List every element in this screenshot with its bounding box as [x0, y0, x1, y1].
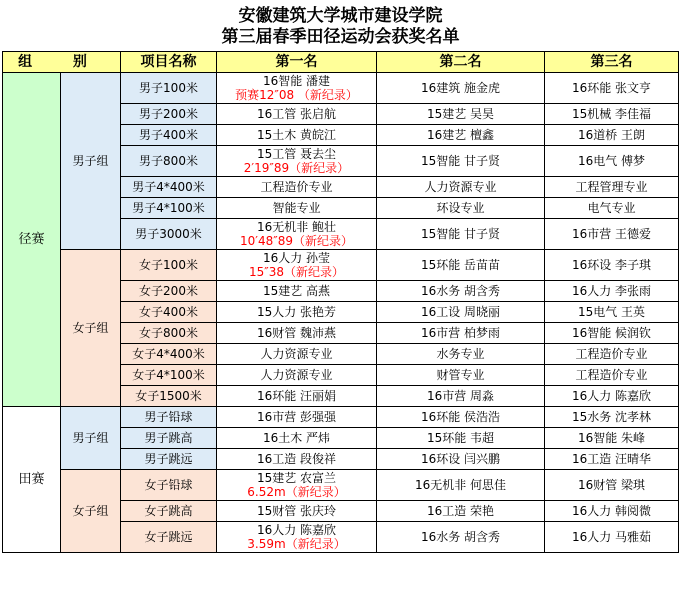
- second-place-cell: 16环能 侯浩浩: [377, 407, 545, 428]
- first-place-cell: 15财管 张庆玲: [217, 501, 377, 522]
- first-place-cell: [217, 250, 377, 281]
- second-place-cell: 16无机非 何思佳: [377, 470, 545, 501]
- header-first: 第一名: [217, 52, 377, 73]
- category-track: 径赛: [3, 73, 61, 407]
- first-place-cell: 15建艺 高燕: [217, 281, 377, 302]
- second-place-cell: 15智能 甘子贤: [377, 146, 545, 177]
- group-track-men: 男子组: [61, 73, 121, 250]
- record-note: 预赛12″08 （新纪录）: [235, 88, 358, 102]
- third-place-cell: 16市营 王德爱: [545, 219, 679, 250]
- event-cell: 女子跳远: [121, 522, 217, 553]
- third-place-cell: 16环能 张文亨: [545, 73, 679, 104]
- first-place-cell: 16财管 魏沛燕: [217, 323, 377, 344]
- second-place-cell: 人力资源专业: [377, 177, 545, 198]
- third-place-cell: 工程造价专业: [545, 344, 679, 365]
- third-place-cell: 电气专业: [545, 198, 679, 219]
- header-event: 项目名称: [121, 52, 217, 73]
- second-place-cell: 16市营 周淼: [377, 386, 545, 407]
- event-cell: 女子800米: [121, 323, 217, 344]
- group-field-men: 男子组: [61, 407, 121, 470]
- third-place-cell: 16人力 陈嘉欣: [545, 386, 679, 407]
- event-cell: 男子4*100米: [121, 198, 217, 219]
- first-place-cell: 15土木 黄皖江: [217, 125, 377, 146]
- first-place-cell: 工程造价专业: [217, 177, 377, 198]
- event-cell: 女子铅球: [121, 470, 217, 501]
- event-cell: 女子4*100米: [121, 365, 217, 386]
- record-note: 2′19″89（新纪录）: [243, 161, 350, 175]
- second-place-cell: 15环能 岳苗苗: [377, 250, 545, 281]
- first-place-cell: [217, 219, 377, 250]
- third-place-cell: 16人力 韩阅微: [545, 501, 679, 522]
- event-cell: 男子800米: [121, 146, 217, 177]
- first-place-cell: 16环能 汪丽娟: [217, 386, 377, 407]
- winner-name: 15工管 聂去尘: [256, 147, 337, 161]
- winner-name: 16智能 潘建: [262, 74, 331, 88]
- event-cell: 男子铅球: [121, 407, 217, 428]
- record-note: 6.52m（新纪录）: [247, 485, 346, 499]
- third-place-cell: 16工造 汪晴华: [545, 449, 679, 470]
- first-place-cell: [217, 73, 377, 104]
- first-place-cell: 智能专业: [217, 198, 377, 219]
- first-place-cell: 16土木 严炜: [217, 428, 377, 449]
- first-place-cell: 人力资源专业: [217, 365, 377, 386]
- third-place-cell: 15机械 李佳福: [545, 104, 679, 125]
- third-place-cell: 15水务 沈孝林: [545, 407, 679, 428]
- event-cell: 女子跳高: [121, 501, 217, 522]
- category-field: 田赛: [3, 407, 61, 553]
- record-note: 3.59m（新纪录）: [247, 537, 346, 551]
- first-place-cell: 15人力 张艳芳: [217, 302, 377, 323]
- second-place-cell: 15建艺 吴昊: [377, 104, 545, 125]
- second-place-cell: 16工设 周晓丽: [377, 302, 545, 323]
- third-place-cell: 16人力 李张雨: [545, 281, 679, 302]
- second-place-cell: 财管专业: [377, 365, 545, 386]
- title-line-1: 安徽建筑大学城市建设学院: [238, 6, 443, 26]
- event-cell: 男子100米: [121, 73, 217, 104]
- second-place-cell: 16建筑 施金虎: [377, 73, 545, 104]
- winner-name: 15建艺 农富兰: [256, 471, 337, 485]
- second-place-cell: 16水务 胡含秀: [377, 281, 545, 302]
- winner-name: 16人力 陈嘉欣: [256, 523, 337, 537]
- third-place-cell: 15电气 王英: [545, 302, 679, 323]
- event-cell: 女子100米: [121, 250, 217, 281]
- first-place-cell: [217, 146, 377, 177]
- table-row: [3, 250, 679, 281]
- second-place-cell: 15环能 韦超: [377, 428, 545, 449]
- third-place-cell: 16智能 朱峰: [545, 428, 679, 449]
- event-cell: 男子跳高: [121, 428, 217, 449]
- third-place-cell: 16环设 李子琪: [545, 250, 679, 281]
- group-track-women: 女子组: [61, 250, 121, 407]
- third-place-cell: 工程造价专业: [545, 365, 679, 386]
- third-place-cell: 16财管 梁琪: [545, 470, 679, 501]
- second-place-cell: 16建艺 檀鑫: [377, 125, 545, 146]
- first-place-cell: [217, 470, 377, 501]
- event-cell: 男子200米: [121, 104, 217, 125]
- second-place-cell: 15智能 甘子贤: [377, 219, 545, 250]
- header-row: [3, 52, 679, 73]
- second-place-cell: 16市营 柏梦雨: [377, 323, 545, 344]
- event-cell: 男子4*400米: [121, 177, 217, 198]
- group-field-women: 女子组: [61, 470, 121, 553]
- third-place-cell: 16人力 马雅茹: [545, 522, 679, 553]
- header-group: 组 别: [3, 52, 121, 73]
- event-cell: 男子400米: [121, 125, 217, 146]
- event-cell: 女子1500米: [121, 386, 217, 407]
- second-place-cell: 环设专业: [377, 198, 545, 219]
- winner-name: 16人力 孙莹: [262, 251, 331, 265]
- page-title: [0, 6, 681, 48]
- results-table: [2, 51, 679, 553]
- table-row: [3, 407, 679, 428]
- first-place-cell: 16工管 张启航: [217, 104, 377, 125]
- record-note: 15″38（新纪录）: [248, 265, 345, 279]
- event-cell: 男子3000米: [121, 219, 217, 250]
- header-second: 第二名: [377, 52, 545, 73]
- header-third: 第三名: [545, 52, 679, 73]
- second-place-cell: 16环设 闫兴鹏: [377, 449, 545, 470]
- second-place-cell: 16工造 荣艳: [377, 501, 545, 522]
- event-cell: 女子200米: [121, 281, 217, 302]
- third-place-cell: 16智能 候润钦: [545, 323, 679, 344]
- record-note: 10′48″89（新纪录）: [239, 234, 354, 248]
- first-place-cell: 16工造 段俊祥: [217, 449, 377, 470]
- title-line-2: 第三届春季田径运动会获奖名单: [221, 27, 460, 47]
- event-cell: 女子400米: [121, 302, 217, 323]
- winner-name: 16无机非 鲍壮: [256, 220, 337, 234]
- event-cell: 女子4*400米: [121, 344, 217, 365]
- table-row: [3, 470, 679, 501]
- third-place-cell: 16道桥 王朗: [545, 125, 679, 146]
- event-cell: 男子跳远: [121, 449, 217, 470]
- first-place-cell: 16市营 彭强强: [217, 407, 377, 428]
- second-place-cell: 16水务 胡含秀: [377, 522, 545, 553]
- second-place-cell: 水务专业: [377, 344, 545, 365]
- third-place-cell: 工程管理专业: [545, 177, 679, 198]
- first-place-cell: [217, 522, 377, 553]
- first-place-cell: 人力资源专业: [217, 344, 377, 365]
- third-place-cell: 16电气 傅梦: [545, 146, 679, 177]
- table-row: [3, 73, 679, 104]
